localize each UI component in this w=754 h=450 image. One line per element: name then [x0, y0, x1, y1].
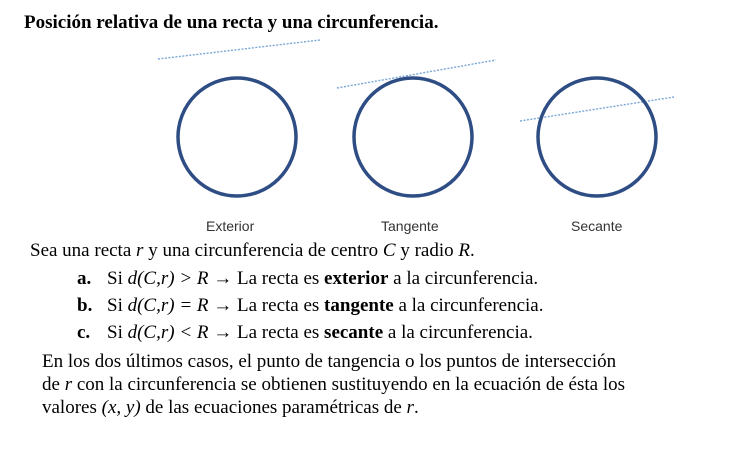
- case-keyword: tangente: [324, 295, 394, 316]
- case-letter: b.: [77, 295, 93, 316]
- case-keyword: secante: [324, 322, 384, 343]
- intro-sentence: Sea una recta r y una circunferencia de centro C y radio R.: [30, 240, 475, 261]
- case-tangent: b. Si d(C,r) = R → La recta es tangente a la circunferencia.: [77, 295, 544, 316]
- case-condition: d(C,r) < R: [127, 322, 209, 343]
- paragraph-line-2: de r con la circunferencia se obtienen sustituyendo en la ecuación de ésta los: [42, 374, 625, 395]
- tangent-line: [337, 60, 496, 88]
- paragraph-line-3: valores (x, y) de las ecuaciones paramétricas de r.: [42, 397, 419, 418]
- case-secant: c. Si d(C,r) < R → La recta es secante a la circunferencia.: [77, 322, 533, 343]
- tangent-circle: [354, 78, 472, 196]
- case-keyword: exterior: [324, 268, 389, 289]
- case-condition: d(C,r) = R: [127, 295, 209, 316]
- case-letter: a.: [77, 268, 92, 289]
- case-exterior: a. Si d(C,r) > R → La recta es exterior a la circunferencia.: [77, 268, 539, 289]
- caption-secant: Secante: [571, 218, 623, 234]
- page-title: Posición relativa de una recta y una circunferencia.: [24, 12, 439, 33]
- caption-tangent: Tangente: [381, 218, 439, 234]
- explanation-paragraph: [42, 350, 742, 419]
- secant-circle: [538, 78, 656, 196]
- exterior-line: [158, 40, 320, 59]
- case-condition: d(C,r) > R: [127, 268, 209, 289]
- caption-exterior: Exterior: [206, 218, 255, 234]
- case-letter: c.: [77, 322, 91, 343]
- paragraph-line-1: En los dos últimos casos, el punto de tangencia o los puntos de intersección: [42, 351, 617, 372]
- exterior-circle: [178, 78, 296, 196]
